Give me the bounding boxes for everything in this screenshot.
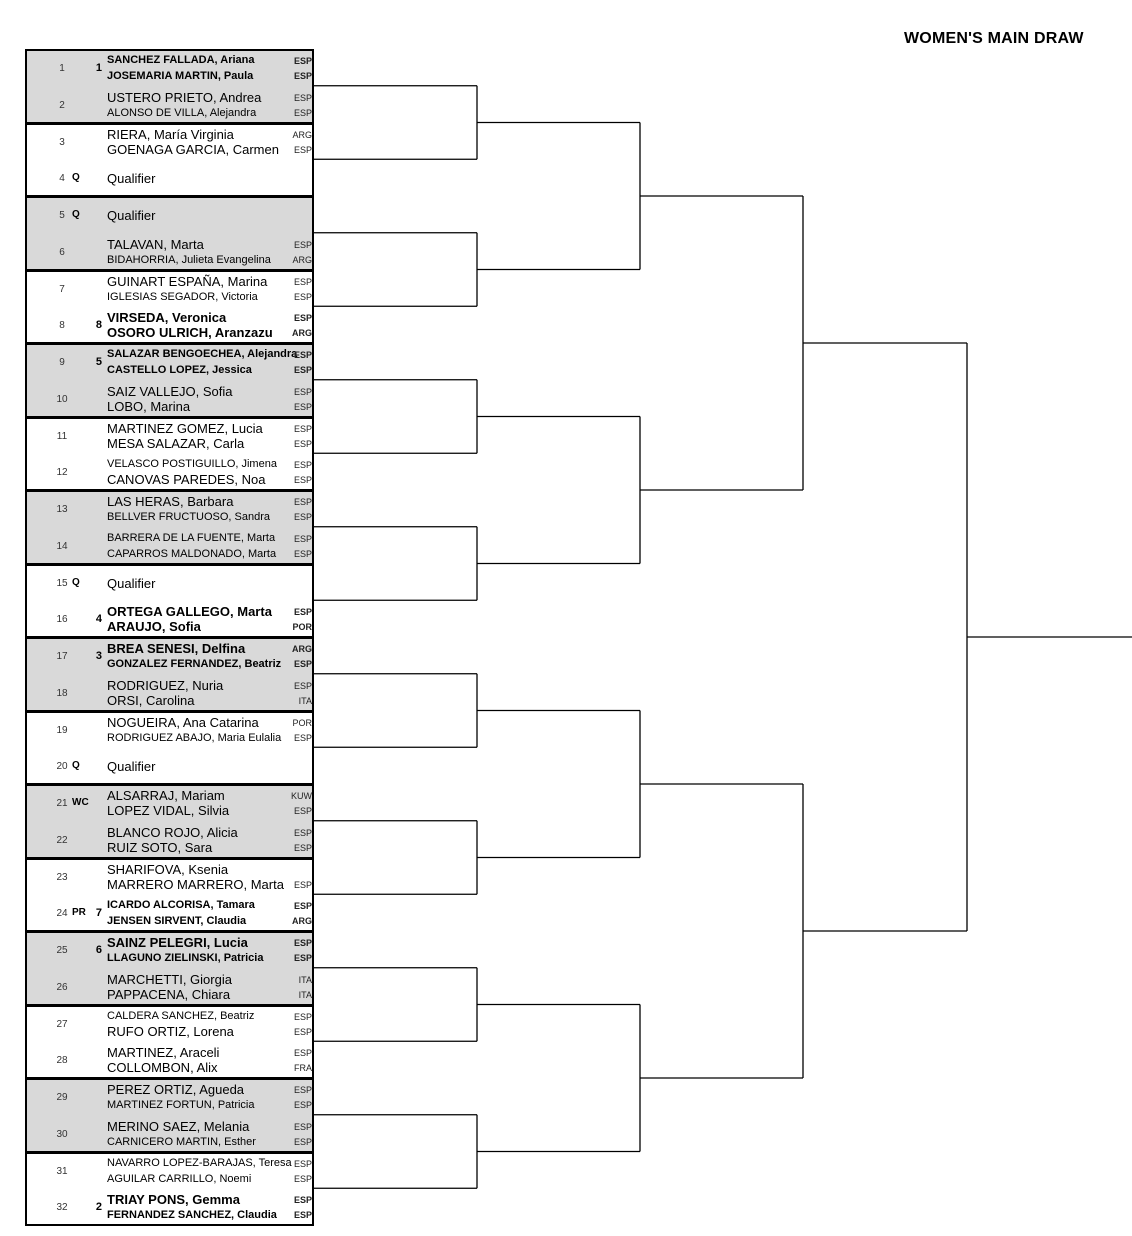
match-box — [25, 931, 314, 1006]
player-country: ESP — [293, 1100, 312, 1110]
player-name: SAINZ PELEGRI, Lucia — [107, 935, 248, 950]
player-country: ITA — [298, 989, 312, 1000]
player-country: ESP — [293, 475, 312, 486]
player-country: ESP — [293, 107, 312, 118]
draw-line — [27, 675, 316, 712]
draw-position: 12 — [56, 467, 68, 479]
entry-status: WC — [72, 797, 89, 808]
player-name: OSORO ULRICH, Aranzazu — [107, 325, 273, 341]
player-name: PEREZ ORTIZ, Agueda — [107, 1082, 245, 1097]
player-country: ARG — [292, 129, 312, 140]
player-name: ICARDO ALCORISA, Tamara — [107, 899, 255, 912]
match-box — [25, 343, 314, 418]
seed-number: 6 — [95, 944, 102, 956]
draw-line — [27, 87, 316, 124]
draw-line — [27, 307, 316, 344]
draw-position: 24 — [56, 908, 68, 920]
player-name: CAPARROS MALDONADO, Marta — [107, 547, 277, 560]
player-country: ESP — [293, 1195, 312, 1206]
draw-position: 1 — [59, 63, 65, 74]
draw-line — [27, 418, 316, 455]
draw-position: 2 — [59, 99, 65, 111]
player-country: ESP — [293, 659, 312, 669]
entry-status: Q — [72, 576, 80, 588]
player-name: MARTINEZ, Araceli — [107, 1045, 220, 1061]
player-country: ESP — [293, 806, 312, 816]
draw-position: 13 — [56, 504, 68, 515]
seed-number: 7 — [95, 907, 102, 920]
seed-number: 2 — [95, 1201, 102, 1214]
draw-line — [27, 748, 316, 785]
player-name: BARRERA DE LA FUENTE, Marta — [107, 531, 276, 544]
player-name: JOSEMARIA MARTIN, Paula — [107, 70, 254, 82]
draw-position: 31 — [56, 1165, 68, 1177]
draw-line — [27, 528, 316, 565]
player-name: LAS HERAS, Barbara — [107, 494, 234, 509]
match-box — [25, 711, 314, 786]
player-country: ESP — [293, 842, 312, 853]
player-name: ORSI, Carolina — [107, 692, 195, 708]
player-name: MARTINEZ FORTUN, Patricia — [107, 1099, 255, 1111]
seed-number: 8 — [95, 319, 102, 332]
player-name: IGLESIAS SEGADOR, Victoria — [107, 290, 258, 303]
match-box — [25, 270, 314, 345]
player-name: ORTEGA GALLEGO, Marta — [107, 604, 272, 620]
player-name: SAIZ VALLEJO, Sofia — [107, 383, 233, 399]
page-title: WOMEN'S MAIN DRAW — [904, 30, 1084, 47]
player-name: TALAVAN, Marta — [107, 236, 204, 252]
draw-line — [27, 50, 316, 87]
player-country: ITA — [298, 695, 312, 706]
player-country: ARG — [292, 644, 312, 654]
player-country: ESP — [293, 953, 312, 963]
draw-position: 19 — [56, 724, 68, 736]
player-name: RUFO ORTIZ, Lorena — [107, 1023, 234, 1039]
match-box — [25, 858, 314, 933]
player-country: ESP — [293, 827, 312, 838]
player-name: SALAZAR BENGOECHEA, Alejandra — [107, 348, 298, 360]
player-country: ESP — [293, 1026, 312, 1037]
player-country: ESP — [293, 438, 312, 449]
seed-number: 3 — [95, 650, 102, 662]
player-name: SHARIFOVA, Ksenia — [107, 861, 229, 877]
player-name: Qualifier — [107, 171, 156, 187]
player-country: ESP — [293, 92, 312, 103]
player-country: ESP — [293, 71, 312, 81]
draw-line — [27, 822, 316, 859]
draw-line — [27, 454, 316, 491]
player-country: ESP — [293, 1121, 312, 1132]
player-name: MESA SALAZAR, Carla — [107, 435, 245, 451]
match-box — [25, 784, 314, 859]
player-country: ESP — [293, 56, 312, 66]
player-country: ARG — [292, 916, 312, 927]
draw-line — [27, 381, 316, 418]
match-box — [25, 417, 314, 492]
player-name: NOGUEIRA, Ana Catarina — [107, 714, 259, 730]
player-name: NAVARRO LOPEZ-BARAJAS, Teresa — [107, 1156, 292, 1169]
player-name: MARRERO MARRERO, Marta — [107, 876, 284, 892]
player-name: BELLVER FRUCTUOSO, Sandra — [107, 511, 271, 523]
player-country: ESP — [293, 386, 312, 397]
player-country: KUW — [291, 791, 312, 801]
draw-line — [27, 601, 316, 638]
draw-line — [27, 160, 316, 197]
player-name: VIRSEDA, Veronica — [107, 310, 227, 326]
draw-position: 14 — [56, 540, 68, 552]
player-country: ESP — [293, 879, 312, 890]
player-name: LLAGUNO ZIELINSKI, Patricia — [107, 952, 264, 964]
draw-position: 23 — [56, 871, 68, 883]
player-name: COLLOMBON, Alix — [107, 1060, 218, 1076]
player-name: CALDERA SANCHEZ, Beatriz — [107, 1009, 255, 1022]
draw-position: 27 — [56, 1018, 68, 1030]
draw-position: 7 — [59, 283, 65, 295]
player-country: ESP — [293, 1136, 312, 1147]
draw-line — [27, 1116, 316, 1153]
player-country: ARG — [292, 254, 312, 265]
player-name: Qualifier — [107, 759, 156, 775]
player-country: ESP — [293, 350, 312, 360]
match-box — [25, 123, 314, 198]
player-name: TRIAY PONS, Gemma — [107, 1192, 240, 1208]
player-name: Qualifier — [107, 575, 156, 591]
draw-position: 28 — [56, 1055, 68, 1067]
match-box — [25, 1152, 314, 1227]
match-box — [25, 1078, 314, 1153]
player-country: ESP — [293, 497, 312, 507]
player-country: ESP — [293, 460, 312, 471]
player-country: ESP — [293, 1210, 312, 1221]
draw-line — [27, 565, 316, 602]
player-name: VELASCO POSTIGUILLO, Jimena — [107, 458, 277, 471]
draw-line — [27, 491, 316, 528]
draw-position: 5 — [59, 210, 65, 221]
player-name: ALONSO DE VILLA, Alejandra — [107, 106, 257, 119]
player-country: ESP — [293, 548, 312, 559]
draw-position: 30 — [56, 1128, 68, 1140]
player-country: ESP — [293, 423, 312, 434]
match-box — [25, 564, 314, 639]
draw-position: 20 — [56, 761, 68, 773]
player-name: FERNANDEZ SANCHEZ, Claudia — [107, 1209, 277, 1222]
player-country: ESP — [293, 401, 312, 412]
seed-number: 1 — [95, 62, 102, 74]
player-country: ESP — [293, 901, 312, 912]
player-country: ESP — [293, 1173, 312, 1184]
draw-position: 25 — [56, 945, 68, 956]
player-country: ESP — [293, 313, 312, 324]
draw-position: 21 — [56, 798, 68, 809]
player-name: SANCHEZ FALLADA, Ariana — [107, 54, 255, 66]
player-name: GOENAGA GARCIA, Carmen — [107, 141, 279, 157]
player-name: GONZALEZ FERNANDEZ, Beatriz — [107, 658, 282, 670]
player-country: FRA — [294, 1063, 312, 1074]
entry-status: Q — [72, 172, 80, 184]
player-country: ESP — [293, 680, 312, 691]
draw-position: 8 — [59, 320, 65, 332]
player-name: BLANCO ROJO, Alicia — [107, 824, 238, 840]
draw-position: 26 — [56, 981, 68, 993]
draw-position: 17 — [56, 651, 68, 662]
player-name: BREA SENESI, Delfina — [107, 641, 246, 656]
match-box — [25, 490, 314, 565]
player-name: CASTELLO LOPEZ, Jessica — [107, 364, 252, 376]
player-country: ESP — [293, 1085, 312, 1095]
match-box — [25, 49, 314, 124]
draw-position: 6 — [59, 246, 65, 258]
draw-line — [27, 1189, 316, 1226]
draw-line — [27, 932, 316, 969]
draw-position: 22 — [56, 834, 68, 846]
player-name: MERINO SAEZ, Melania — [107, 1118, 250, 1134]
entry-status: Q — [72, 209, 80, 220]
player-name: GUINART ESPAÑA, Marina — [107, 273, 268, 289]
player-name: ALSARRAJ, Mariam — [107, 788, 225, 803]
draw-line — [27, 344, 316, 381]
draw-line — [27, 1153, 316, 1190]
player-name: CANOVAS PAREDES, Noa — [107, 472, 266, 488]
seed-number: 4 — [95, 613, 102, 626]
player-country: ITA — [298, 974, 312, 985]
entry-status: Q — [72, 760, 80, 772]
player-name: ARAUJO, Sofia — [107, 619, 201, 635]
player-name: AGUILAR CARRILLO, Noemi — [107, 1172, 252, 1185]
match-box — [25, 637, 314, 712]
player-name: JENSEN SIRVENT, Claudia — [107, 915, 247, 928]
draw-line — [27, 859, 316, 896]
player-country: ESP — [293, 144, 312, 155]
draw-line — [27, 271, 316, 308]
draw-line — [27, 785, 316, 822]
player-name: RUIZ SOTO, Sara — [107, 839, 213, 855]
draw-position: 3 — [59, 136, 65, 148]
player-country: ESP — [293, 732, 312, 743]
player-name: BIDAHORRIA, Julieta Evangelina — [107, 253, 271, 266]
draw-position: 16 — [56, 614, 68, 626]
player-name: LOPEZ VIDAL, Silvia — [107, 803, 230, 818]
player-country: ESP — [293, 365, 312, 375]
player-country: ESP — [293, 938, 312, 948]
draw-line — [27, 969, 316, 1006]
player-name: RODRIGUEZ, Nuria — [107, 677, 224, 693]
draw-position: 29 — [56, 1092, 68, 1103]
player-name: PAPPACENA, Chiara — [107, 986, 231, 1002]
draw-line — [27, 1006, 316, 1043]
player-country: ESP — [293, 1011, 312, 1022]
player-country: ESP — [293, 239, 312, 250]
draw-line — [27, 1042, 316, 1079]
player-name: CARNICERO MARTIN, Esther — [107, 1135, 256, 1148]
draw-position: 10 — [56, 393, 68, 405]
draw-position: 4 — [59, 173, 65, 185]
draw-position: 15 — [56, 577, 68, 589]
draw-position: 11 — [56, 430, 68, 442]
match-box — [25, 1005, 314, 1080]
player-name: Qualifier — [107, 208, 156, 223]
draw-line — [27, 234, 316, 271]
draw-line — [27, 895, 316, 932]
player-country: ESP — [293, 276, 312, 287]
player-name: MARTINEZ GOMEZ, Lucia — [107, 420, 263, 436]
draw-line — [27, 197, 316, 234]
player-name: USTERO PRIETO, Andrea — [107, 89, 262, 105]
draw-position: 32 — [56, 1202, 68, 1214]
draw-position: 9 — [59, 357, 65, 368]
draw-line — [27, 638, 316, 675]
match-box — [25, 196, 314, 271]
player-country: ESP — [293, 291, 312, 302]
player-name: RODRIGUEZ ABAJO, Maria Eulalia — [107, 731, 282, 744]
player-name: MARCHETTI, Giorgia — [107, 971, 232, 987]
draw-line — [27, 124, 316, 161]
draw-position: 18 — [56, 687, 68, 699]
draw-line — [27, 1079, 316, 1116]
draw-line — [27, 712, 316, 749]
player-name: LOBO, Marina — [107, 398, 191, 414]
player-country: ESP — [293, 512, 312, 522]
seed-number: 5 — [95, 356, 102, 368]
player-country: ESP — [293, 533, 312, 544]
player-country: POR — [292, 717, 312, 728]
player-country: POR — [292, 622, 312, 633]
player-country: ESP — [293, 1158, 312, 1169]
entry-status: PR — [72, 907, 86, 919]
player-country: ESP — [293, 607, 312, 618]
player-country: ESP — [293, 1048, 312, 1059]
player-country: ARG — [292, 328, 312, 339]
player-name: RIERA, María Virginia — [107, 126, 234, 142]
